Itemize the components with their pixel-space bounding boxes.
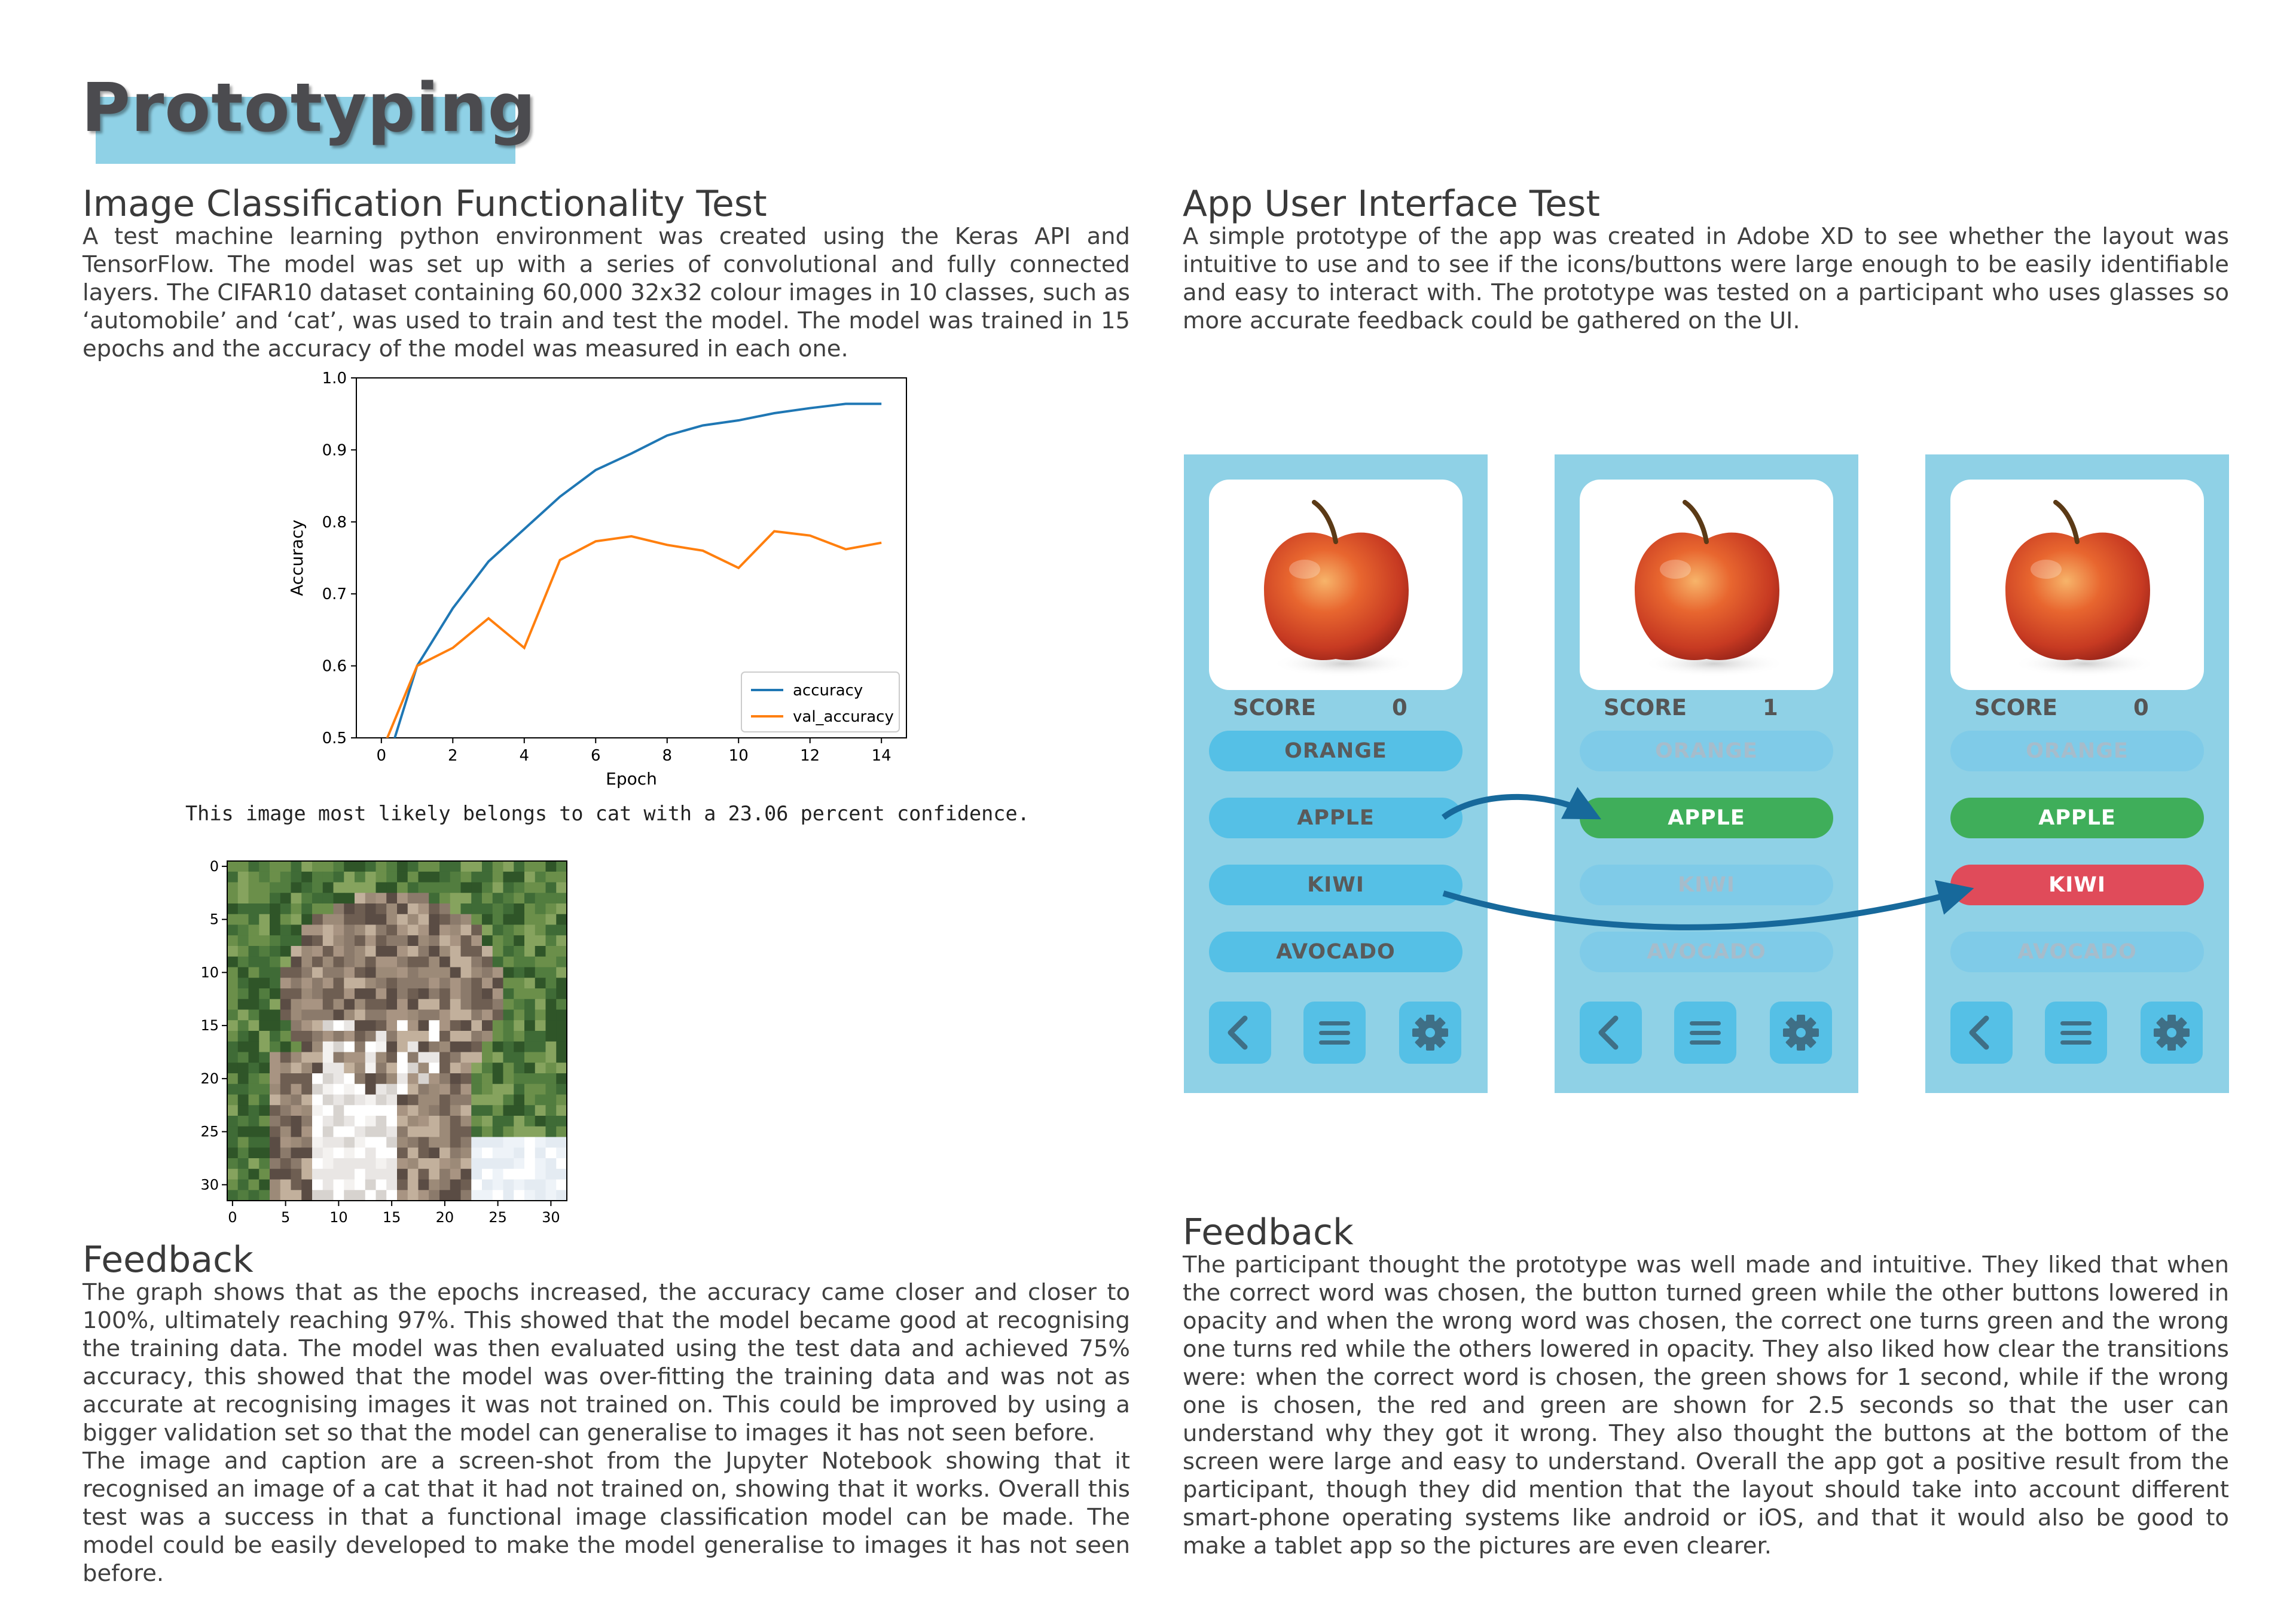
answer-button-kiwi[interactable]: KIWI <box>1209 865 1463 905</box>
chevron-left-icon <box>1209 1002 1271 1064</box>
x-tick-label: 0 <box>228 1209 237 1226</box>
right-heading: App User Interface Test <box>1183 183 1600 225</box>
y-tick-label: 5 <box>209 911 219 928</box>
back-button[interactable] <box>1950 1002 2013 1064</box>
left-feedback-heading: Feedback <box>83 1239 254 1281</box>
y-tick-label: 0.5 <box>322 729 347 747</box>
answer-button-apple[interactable]: APPLE <box>1950 798 2204 838</box>
x-tick-label: 30 <box>542 1209 560 1226</box>
score-label: SCORE <box>1974 695 2058 721</box>
settings-button[interactable] <box>2141 1002 2203 1064</box>
answer-button-apple[interactable]: APPLE <box>1580 798 1833 838</box>
answer-button-avocado[interactable]: AVOCADO <box>1950 932 2204 972</box>
y-tick-label: 0.7 <box>322 585 347 604</box>
x-tick-label: 10 <box>728 747 749 765</box>
y-tick-label: 0.8 <box>322 513 347 532</box>
settings-button[interactable] <box>1399 1002 1461 1064</box>
chevron-left-icon <box>1950 1002 2013 1064</box>
x-tick-label: 8 <box>662 747 673 765</box>
menu-button[interactable] <box>1303 1002 1366 1064</box>
x-tick-label: 15 <box>382 1209 401 1226</box>
cat-image <box>227 861 567 1201</box>
answer-button-kiwi[interactable]: KIWI <box>1950 865 2204 905</box>
score-value: 0 <box>1392 695 1407 721</box>
y-tick-label: 15 <box>200 1017 219 1034</box>
score-value: 1 <box>1763 695 1778 721</box>
y-axis-label: Accuracy <box>287 520 307 596</box>
x-tick-label: 0 <box>376 747 387 765</box>
score-label: SCORE <box>1233 695 1317 721</box>
legend-label: accuracy <box>793 682 863 700</box>
back-button[interactable] <box>1209 1002 1271 1064</box>
x-tick-label: 6 <box>590 747 601 765</box>
y-tick-label: 25 <box>200 1123 219 1140</box>
settings-button[interactable] <box>1770 1002 1832 1064</box>
left-intro: A test machine learning python environment was created using the Keras API and TensorFlow. The model was set up with a series of convolutional and fully connected layers. The CIFAR10 dataset containing 60,000 32x32 colour images in 10 classes, such as ‘automobile’ and ‘cat’, was used to train and test the model. The model was trained in 15 epochs and the accuracy of the model was measured in each one. <box>83 223 1130 362</box>
right-intro: A simple prototype of the app was created in Adobe XD to see whether the layout was intuitive to use and to see if the icons/buttons were large enough to be easily identifiable and easy to interact with. The prototype was tested on a participant who uses glasses so more accurate feedback could be gathered on the UI. <box>1183 223 2229 334</box>
y-tick-label: 30 <box>200 1176 219 1193</box>
menu-button[interactable] <box>1674 1002 1736 1064</box>
prediction-caption: This image most likely belongs to cat with a 23.06 percent confidence. <box>185 802 1030 825</box>
answer-button-orange[interactable]: ORANGE <box>1209 731 1463 771</box>
hamburger-menu-icon <box>1303 1002 1366 1064</box>
x-axis-label: Epoch <box>606 769 657 789</box>
answer-button-kiwi[interactable]: KIWI <box>1580 865 1833 905</box>
chevron-left-icon <box>1580 1002 1642 1064</box>
answer-button-orange[interactable]: ORANGE <box>1950 731 2204 771</box>
y-tick-label: 20 <box>200 1070 219 1087</box>
x-tick-label: 2 <box>448 747 458 765</box>
y-tick-label: 0.6 <box>322 657 347 676</box>
apple-photo <box>1580 480 1833 690</box>
y-tick-label: 10 <box>200 964 219 981</box>
apple-photo <box>1209 480 1463 690</box>
prototype-screen-1 <box>1184 454 1488 1093</box>
score-label: SCORE <box>1604 695 1687 721</box>
gear-icon <box>1399 1002 1461 1064</box>
answer-button-avocado[interactable]: AVOCADO <box>1580 932 1833 972</box>
prototype-screen-2 <box>1555 454 1858 1093</box>
gear-icon <box>2141 1002 2203 1064</box>
hamburger-menu-icon <box>1674 1002 1736 1064</box>
apple-photo <box>1950 480 2204 690</box>
answer-button-orange[interactable]: ORANGE <box>1580 731 1833 771</box>
x-tick-label: 14 <box>871 747 891 765</box>
answer-button-avocado[interactable]: AVOCADO <box>1209 932 1463 972</box>
y-tick-label: 0.9 <box>322 441 347 460</box>
score-value: 0 <box>2133 695 2149 721</box>
x-tick-label: 10 <box>329 1209 348 1226</box>
x-tick-label: 20 <box>435 1209 454 1226</box>
answer-button-apple[interactable]: APPLE <box>1209 798 1463 838</box>
left-heading: Image Classification Functionality Test <box>83 183 767 225</box>
accuracy-chart <box>281 365 927 795</box>
prototype-screen-3 <box>1925 454 2229 1093</box>
back-button[interactable] <box>1580 1002 1642 1064</box>
right-feedback: The participant thought the prototype was well made and intuitive. They liked that when the correct word was chosen, the button turned green while the other buttons lowered in opacity and when the wrong word was chosen, the correct one turns green and the wrong one turns red while the others lowered in opacity. They also liked how clear the transitions were: when the correct word is chosen, the green shows for 1 second, while if the wrong one is chosen, the red and green are shown for 2.5 seconds so that the user can understand why they got it wrong. They also thought the buttons at the bottom of the screen were large and easy to understand. Overall the app got a positive result from the participant, though they did mention that the layout should take into account different smart-phone operating systems like android or iOS, and that it would also be good to make a tablet app so the pictures are even clearer. <box>1183 1251 2229 1559</box>
legend-label: val_accuracy <box>793 708 894 726</box>
x-tick-label: 5 <box>280 1209 291 1226</box>
y-tick-label: 0 <box>209 857 219 875</box>
page-title: Prototyping <box>81 69 536 147</box>
left-feedback-2: The image and caption are a screen-shot from the Jupyter Notebook showing that it recognised an image of a cat that it had not trained on, showing that it works. Overall this test was a success in that a functional image classification model can be made. The model could be easily developed to make the model generalise to images it has not seen before. <box>83 1448 1130 1587</box>
x-tick-label: 25 <box>488 1209 507 1226</box>
gear-icon <box>1770 1002 1832 1064</box>
cat-image-plot <box>190 849 573 1232</box>
menu-button[interactable] <box>2045 1002 2107 1064</box>
y-tick-label: 1.0 <box>322 370 347 387</box>
right-feedback-heading: Feedback <box>1183 1211 1354 1253</box>
hamburger-menu-icon <box>2045 1002 2107 1064</box>
x-tick-label: 4 <box>519 747 530 765</box>
x-tick-label: 12 <box>800 747 820 765</box>
left-feedback-1: The graph shows that as the epochs increased, the accuracy came closer and closer to 100%, ultimately reaching 97%. This showed that the model became good at recognising the training data. The model was then evaluated using the test data and achieved 75% accuracy, this showed that the model was over-fitting the training data and was not as accurate at recognising images it was not trained on. This could be improved by using a bigger validation set so that the model can generalise to images it has not seen before. <box>83 1279 1130 1446</box>
